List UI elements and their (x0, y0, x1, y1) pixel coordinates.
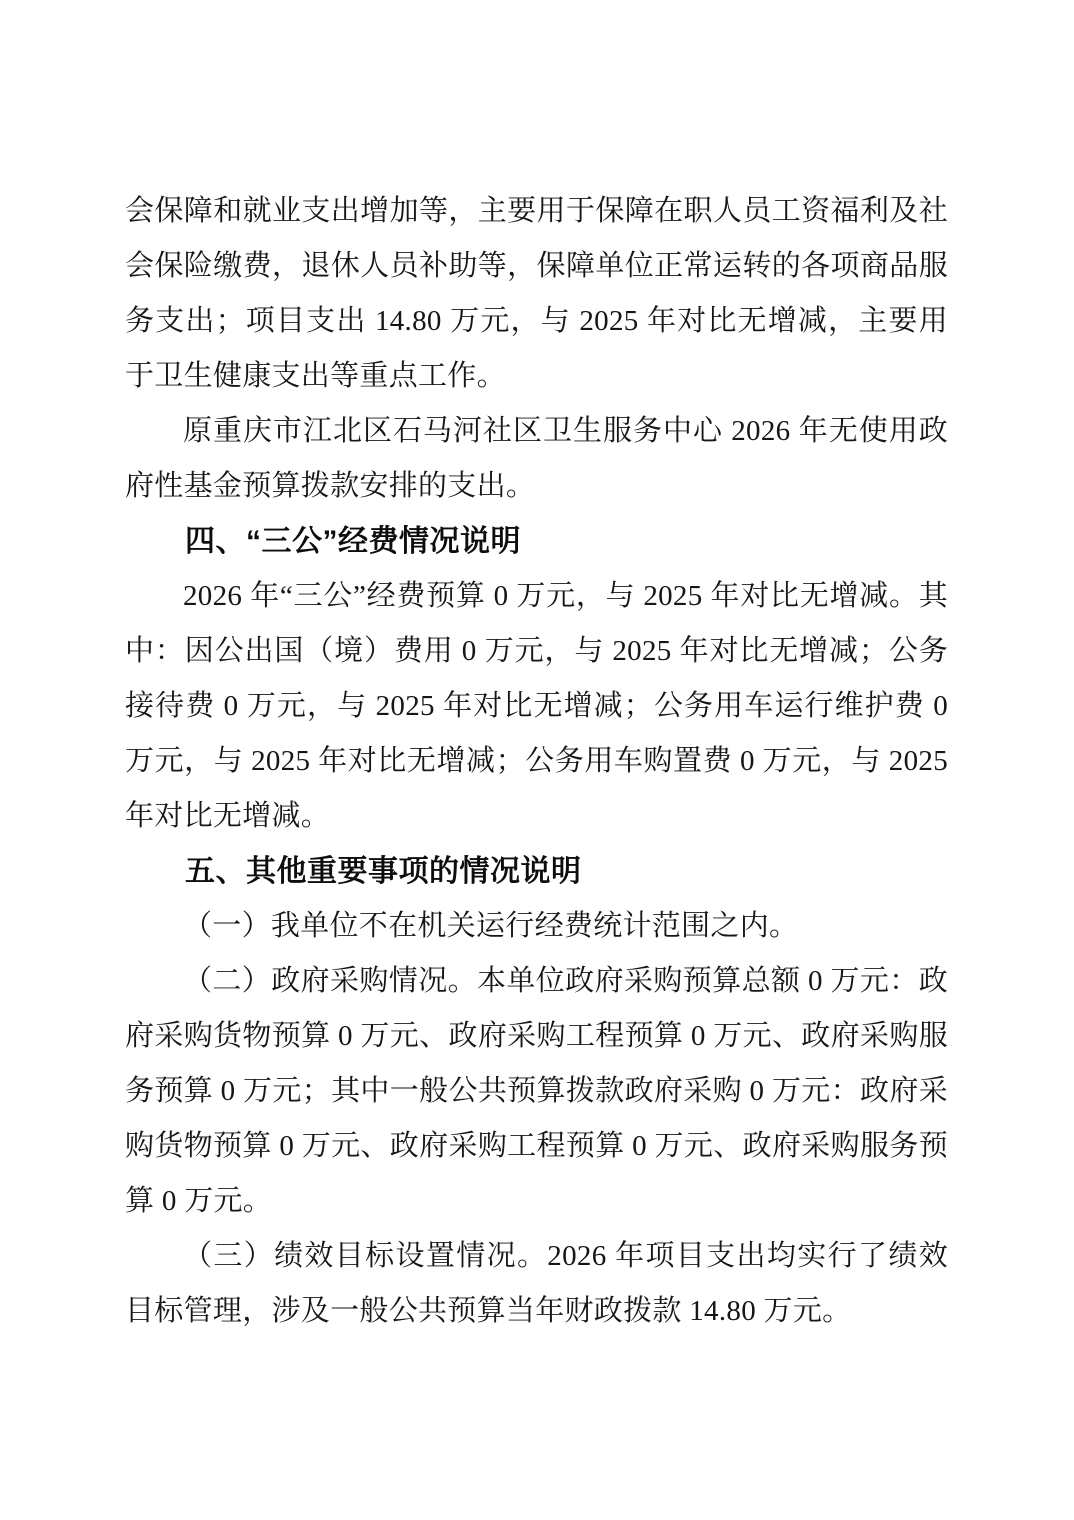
body-paragraph: 会保障和就业支出增加等，主要用于保障在职人员工资福利及社会保险缴费，退休人员补助等，保障单位正常运转的各项商品服务支出；项目支出 14.80 万元，与 2025 年对比无增减，主要用于卫生健康支出等重点工作。 (125, 195, 948, 392)
body-paragraph: 原重庆市江北区石马河社区卫生服务中心 2026 年无使用政府性基金预算拨款安排的支出。 (125, 415, 948, 502)
body-paragraph: （三）绩效目标设置情况。2026 年项目支出均实行了绩效目标管理，涉及一般公共预算当年财政拨款 14.80 万元。 (125, 1240, 948, 1327)
body-paragraph: 2026 年“三公”经费预算 0 万元，与 2025 年对比无增减。其中：因公出国（境）费用 0 万元，与 2025 年对比无增减；公务接待费 0 万元，与 2025 年对比无增减；公务用车运行维护费 0 万元，与 2025 年对比无增减；公务用车购置费 0 万元，与 2025 年对比无增减。 (125, 580, 948, 832)
body-paragraph: （一）我单位不在机关运行经费统计范围之内。 (183, 910, 799, 942)
section-heading: 五、其他重要事项的情况说明 (185, 855, 582, 888)
body-paragraph: （二）政府采购情况。本单位政府采购预算总额 0 万元：政府采购货物预算 0 万元、政府采购工程预算 0 万元、政府采购服务预算 0 万元；其中一般公共预算拨款政府采购 0 万元：政府采购货物预算 0 万元、政府采购工程预算 0 万元、政府采购服务预算 0 万元。 (125, 965, 948, 1217)
section-heading: 四、“三公”经费情况说明 (185, 525, 521, 558)
document-body (125, 184, 948, 1339)
